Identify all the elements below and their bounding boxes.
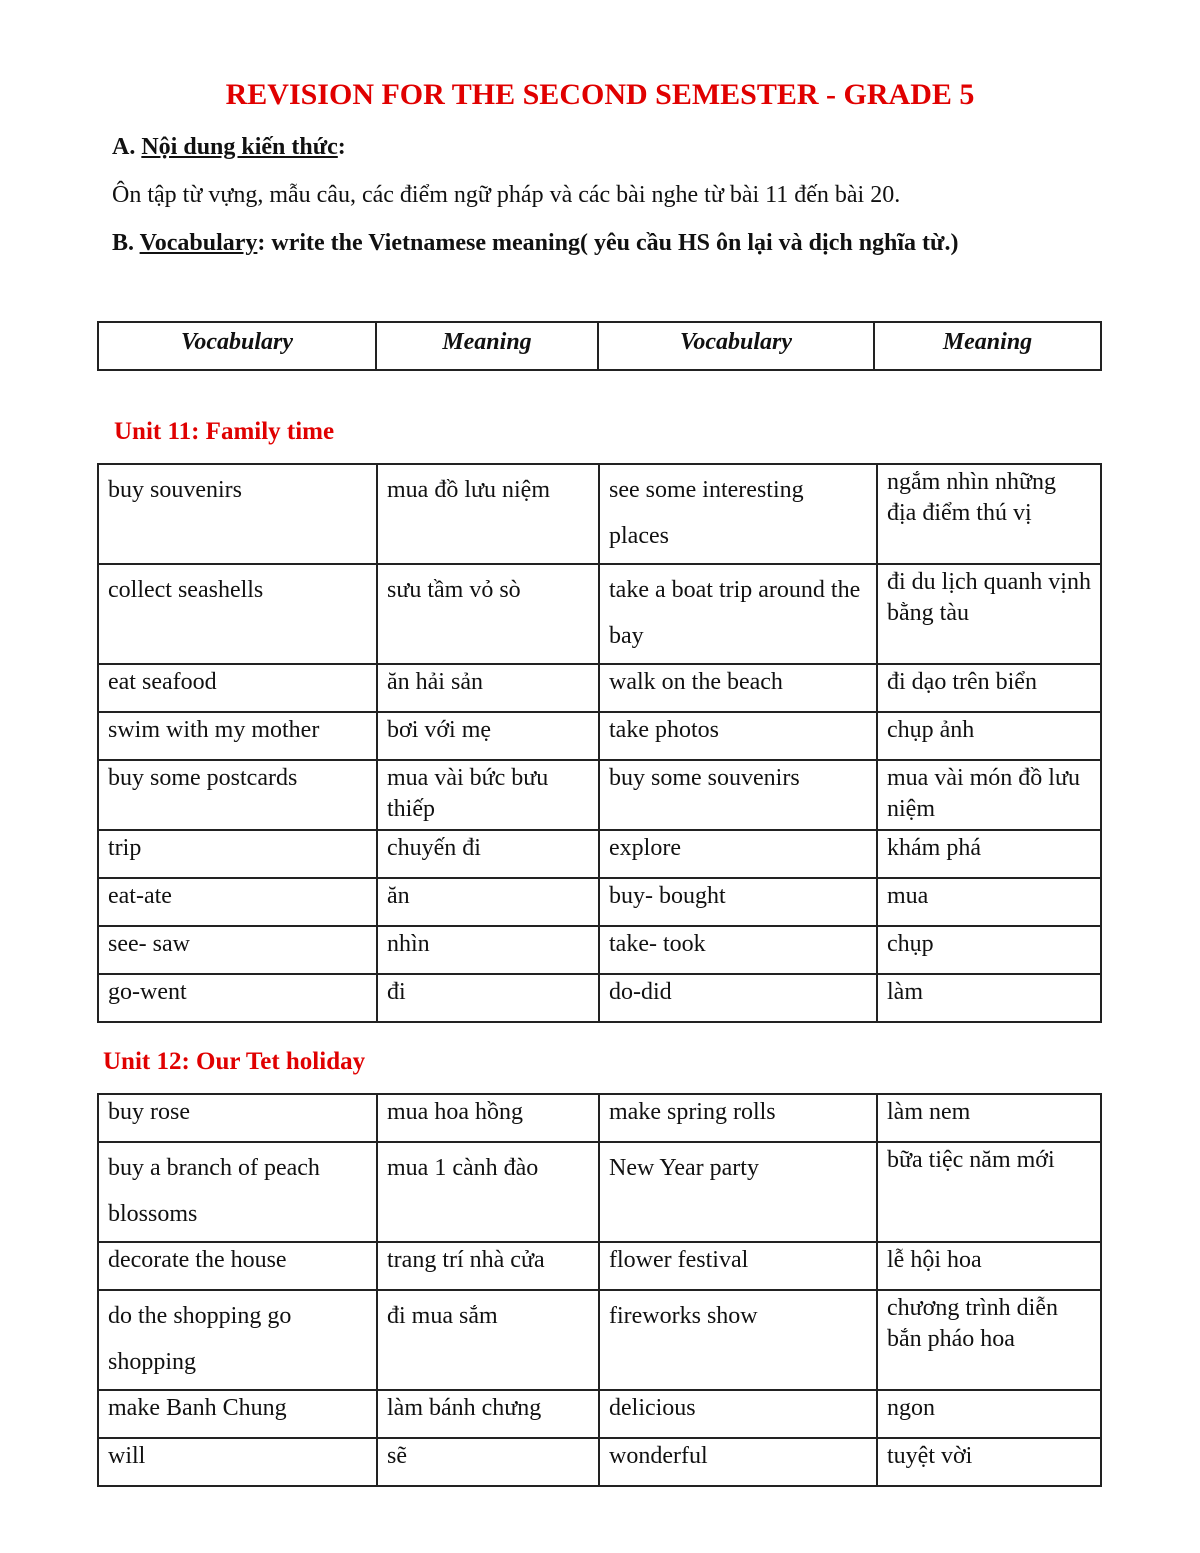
- meaning-cell: tuyệt vời: [877, 1438, 1101, 1486]
- meaning-cell: làm bánh chưng: [377, 1390, 599, 1438]
- vocab-cell: do the shopping go shopping: [98, 1290, 377, 1390]
- meaning-cell: ngắm nhìn những địa điểm thú vị: [877, 464, 1101, 564]
- table-row: [98, 1390, 1101, 1438]
- section-b-title: Vocabulary: [139, 230, 258, 256]
- vocab-cell: collect seashells: [98, 564, 377, 664]
- table-row: [98, 664, 1101, 712]
- vocab-cell: will: [98, 1438, 377, 1486]
- meaning-cell: mua vài bức bưu thiếp: [377, 760, 599, 830]
- table-row: [98, 1094, 1101, 1142]
- meaning-cell: mua đồ lưu niệm: [377, 464, 599, 564]
- section-a-prefix: A.: [112, 134, 136, 160]
- meaning-cell: lễ hội hoa: [877, 1242, 1101, 1290]
- meaning-cell: chụp: [877, 926, 1101, 974]
- vocab-cell: see- saw: [98, 926, 377, 974]
- vocab-cell: delicious: [599, 1390, 877, 1438]
- table-row: [98, 1290, 1101, 1390]
- header-vocabulary-1: Vocabulary: [98, 322, 376, 370]
- meaning-cell: làm: [877, 974, 1101, 1022]
- meaning-cell: ăn: [377, 878, 599, 926]
- meaning-cell: chụp ảnh: [877, 712, 1101, 760]
- meaning-cell: chương trình diễn bắn pháo hoa: [877, 1290, 1101, 1390]
- vocab-cell: New Year party: [599, 1142, 877, 1242]
- meaning-cell: đi dạo trên biển: [877, 664, 1101, 712]
- table-row: [98, 1142, 1101, 1242]
- table-row: [98, 760, 1101, 830]
- meaning-cell: bữa tiệc năm mới: [877, 1142, 1101, 1242]
- vocab-cell: buy a branch of peach blossoms: [98, 1142, 377, 1242]
- vocab-cell: decorate the house: [98, 1242, 377, 1290]
- vocab-cell: take- took: [599, 926, 877, 974]
- meaning-cell: làm nem: [877, 1094, 1101, 1142]
- vocab-cell: flower festival: [599, 1242, 877, 1290]
- vocab-cell: walk on the beach: [599, 664, 877, 712]
- vocab-cell: go-went: [98, 974, 377, 1022]
- table-row: [98, 712, 1101, 760]
- table-row: [98, 926, 1101, 974]
- vocab-cell: buy souvenirs: [98, 464, 377, 564]
- table-row: [98, 1242, 1101, 1290]
- unit-12-table: [97, 1093, 1102, 1487]
- unit-11-table: [97, 463, 1102, 1023]
- meaning-cell: bơi với mẹ: [377, 712, 599, 760]
- table-row: [98, 464, 1101, 564]
- vocab-cell: wonderful: [599, 1438, 877, 1486]
- meaning-cell: chuyến đi: [377, 830, 599, 878]
- vocab-cell: explore: [599, 830, 877, 878]
- vocab-cell: make spring rolls: [599, 1094, 877, 1142]
- vocab-cell: trip: [98, 830, 377, 878]
- vocab-cell: buy rose: [98, 1094, 377, 1142]
- table-row: [98, 564, 1101, 664]
- vocab-cell: buy- bought: [599, 878, 877, 926]
- meaning-cell: ngon: [877, 1390, 1101, 1438]
- meaning-cell: sẽ: [377, 1438, 599, 1486]
- vocab-cell: buy some postcards: [98, 760, 377, 830]
- table-row: [98, 878, 1101, 926]
- header-meaning-2: Meaning: [874, 322, 1101, 370]
- section-b-prefix: B.: [112, 230, 135, 256]
- meaning-cell: trang trí nhà cửa: [377, 1242, 599, 1290]
- section-b-heading: [112, 230, 958, 257]
- table-row: [98, 974, 1101, 1022]
- vocab-cell: swim with my mother: [98, 712, 377, 760]
- meaning-cell: mua: [877, 878, 1101, 926]
- meaning-cell: ăn hải sản: [377, 664, 599, 712]
- vocab-cell: take photos: [599, 712, 877, 760]
- vocab-cell: buy some souvenirs: [599, 760, 877, 830]
- meaning-cell: đi: [377, 974, 599, 1022]
- section-b-suffix: : write the Vietnamese meaning( yêu cầu HS ôn lại và dịch nghĩa từ.): [257, 230, 959, 256]
- vocab-cell: eat-ate: [98, 878, 377, 926]
- table-row: [98, 1438, 1101, 1486]
- meaning-cell: mua 1 cành đào: [377, 1142, 599, 1242]
- vocab-cell: make Banh Chung: [98, 1390, 377, 1438]
- meaning-cell: nhìn: [377, 926, 599, 974]
- vocab-cell: take a boat trip around the bay: [599, 564, 877, 664]
- vocab-cell: see some interesting places: [599, 464, 877, 564]
- header-meaning-1: Meaning: [376, 322, 598, 370]
- header-table: [97, 321, 1102, 371]
- meaning-cell: đi du lịch quanh vịnh bằng tàu: [877, 564, 1101, 664]
- section-a-suffix: :: [337, 134, 346, 160]
- vocab-cell: do-did: [599, 974, 877, 1022]
- vocab-cell: fireworks show: [599, 1290, 877, 1390]
- page-title: REVISION FOR THE SECOND SEMESTER - GRADE 5: [225, 78, 975, 111]
- meaning-cell: khám phá: [877, 830, 1101, 878]
- header-row: [98, 322, 1101, 370]
- vocab-cell: eat seafood: [98, 664, 377, 712]
- section-a-body: Ôn tập từ vựng, mẫu câu, các điểm ngữ pháp và các bài nghe từ bài 11 đến bài 20.: [112, 182, 901, 208]
- header-vocabulary-2: Vocabulary: [598, 322, 874, 370]
- meaning-cell: sưu tầm vỏ sò: [377, 564, 599, 664]
- unit-11-title: Unit 11: Family time: [114, 418, 335, 445]
- meaning-cell: mua hoa hồng: [377, 1094, 599, 1142]
- table-row: [98, 830, 1101, 878]
- section-a-title: Nội dung kiến thức: [141, 134, 338, 160]
- meaning-cell: mua vài món đồ lưu niệm: [877, 760, 1101, 830]
- section-a-heading: [112, 134, 346, 161]
- meaning-cell: đi mua sắm: [377, 1290, 599, 1390]
- unit-12-title: Unit 12: Our Tet holiday: [103, 1048, 366, 1075]
